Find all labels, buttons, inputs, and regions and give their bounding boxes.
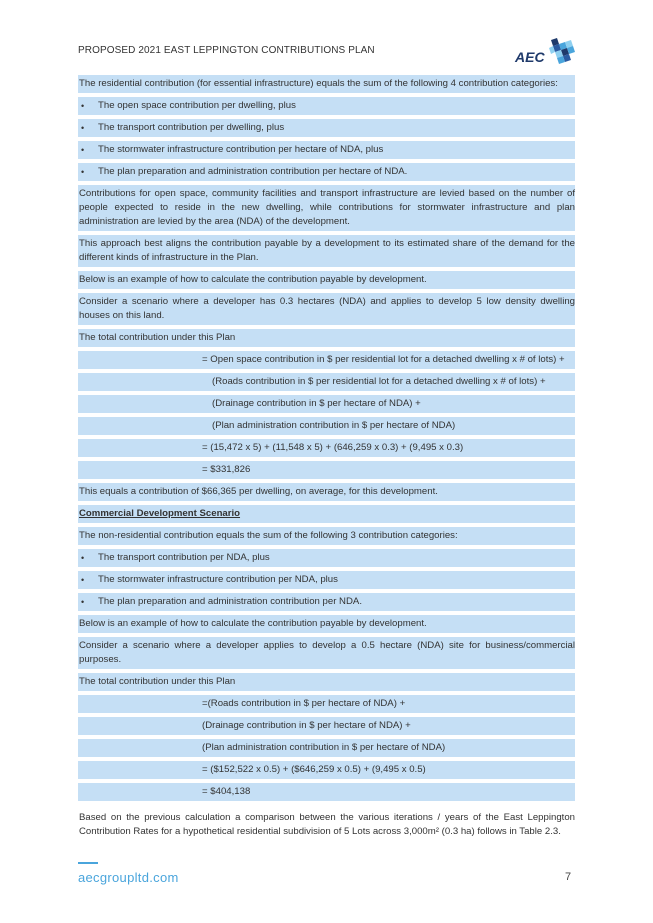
residential-result: This equals a contribution of $66,365 per dwelling, on average, for this development.: [78, 483, 575, 501]
commercial-bullet: • The stormwater infrastructure contribution per NDA, plus: [78, 571, 575, 589]
residential-total-label: The total contribution under this Plan: [78, 329, 575, 347]
commercial-intro: The non-residential contribution equals the sum of the following 3 contribution categories:: [78, 527, 575, 545]
residential-bullet: • The open space contribution per dwelling, plus: [78, 97, 575, 115]
page-number: 7: [565, 871, 572, 883]
commercial-paragraph: Below is an example of how to calculate the contribution payable by development.: [78, 615, 575, 633]
residential-paragraph: Contributions for open space, community facilities and transport infrastructure are levied based on the number of people expected to reside in the new dwelling, while contributions for stormwater infrastructure and plan administration are levied by the area (NDA) of the development.: [78, 185, 575, 231]
commercial-heading: Commercial Development Scenario: [78, 505, 575, 523]
footer-accent-line: [78, 862, 98, 864]
commercial-bullet: • The transport contribution per NDA, plus: [78, 549, 575, 567]
bullet-dot-icon: •: [81, 575, 85, 585]
document-header-title: PROPOSED 2021 EAST LEPPINGTON CONTRIBUTIONS PLAN: [78, 45, 375, 56]
residential-bullet: • The stormwater infrastructure contribution per hectare of NDA, plus: [78, 141, 575, 159]
residential-calc-result: = $331,826: [78, 461, 575, 479]
residential-calc-line: (Drainage contribution in $ per hectare of NDA) +: [78, 395, 575, 413]
residential-intro: The residential contribution (for essential infrastructure) equals the sum of the following 4 contribution categories:: [78, 75, 575, 93]
residential-paragraph: Below is an example of how to calculate the contribution payable by development.: [78, 271, 575, 289]
residential-paragraph: This approach best aligns the contribution payable by a development to its estimated share of the demand for the different kinds of infrastructure in the Plan.: [78, 235, 575, 267]
commercial-calc-line: = ($152,522 x 0.5) + ($646,259 x 0.5) + (9,495 x 0.5): [78, 761, 575, 779]
residential-paragraph: Consider a scenario where a developer has 0.3 hectares (NDA) and applies to develop 5 low density dwelling houses on this land.: [78, 293, 575, 325]
bullet-dot-icon: •: [81, 553, 85, 563]
commercial-paragraph: Consider a scenario where a developer applies to develop a 0.5 hectare (NDA) site for business/commercial purposes.: [78, 637, 575, 669]
aec-logo: [515, 38, 577, 66]
page-body: [78, 75, 575, 841]
logo-mosaic-icon: [537, 38, 577, 66]
logo-text: AEC: [515, 49, 545, 65]
commercial-calc-line: =(Roads contribution in $ per hectare of NDA) +: [78, 695, 575, 713]
residential-bullet: • The plan preparation and administration contribution per hectare of NDA.: [78, 163, 575, 181]
bullet-dot-icon: •: [81, 145, 85, 155]
residential-calc-line: (Plan administration contribution in $ per hectare of NDA): [78, 417, 575, 435]
bullet-dot-icon: •: [81, 167, 85, 177]
footer-website-link[interactable]: aecgroupltd.com: [78, 870, 179, 885]
closing-paragraph: Based on the previous calculation a comparison between the various iterations / years of the East Leppington Contribution Rates for a hypothetical residential subdivision of 5 Lots across 3,000m² (0.3 ha) follows in Table 2.3.: [79, 812, 575, 837]
commercial-total-label: The total contribution under this Plan: [78, 673, 575, 691]
bullet-dot-icon: •: [81, 101, 85, 111]
residential-calc-line: (Roads contribution in $ per residential lot for a detached dwelling x # of lots) +: [78, 373, 575, 391]
commercial-calc-line: (Drainage contribution in $ per hectare of NDA) +: [78, 717, 575, 735]
residential-calc-line: = Open space contribution in $ per residential lot for a detached dwelling x # of lots) +: [78, 351, 575, 369]
residential-bullet: • The transport contribution per dwelling, plus: [78, 119, 575, 137]
residential-calc-line: = (15,472 x 5) + (11,548 x 5) + (646,259 x 0.3) + (9,495 x 0.3): [78, 439, 575, 457]
bullet-dot-icon: •: [81, 597, 85, 607]
bullet-dot-icon: •: [81, 123, 85, 133]
commercial-bullet: • The plan preparation and administration contribution per NDA.: [78, 593, 575, 611]
commercial-calc-line: (Plan administration contribution in $ per hectare of NDA): [78, 739, 575, 757]
commercial-calc-result: = $404,138: [78, 783, 575, 801]
